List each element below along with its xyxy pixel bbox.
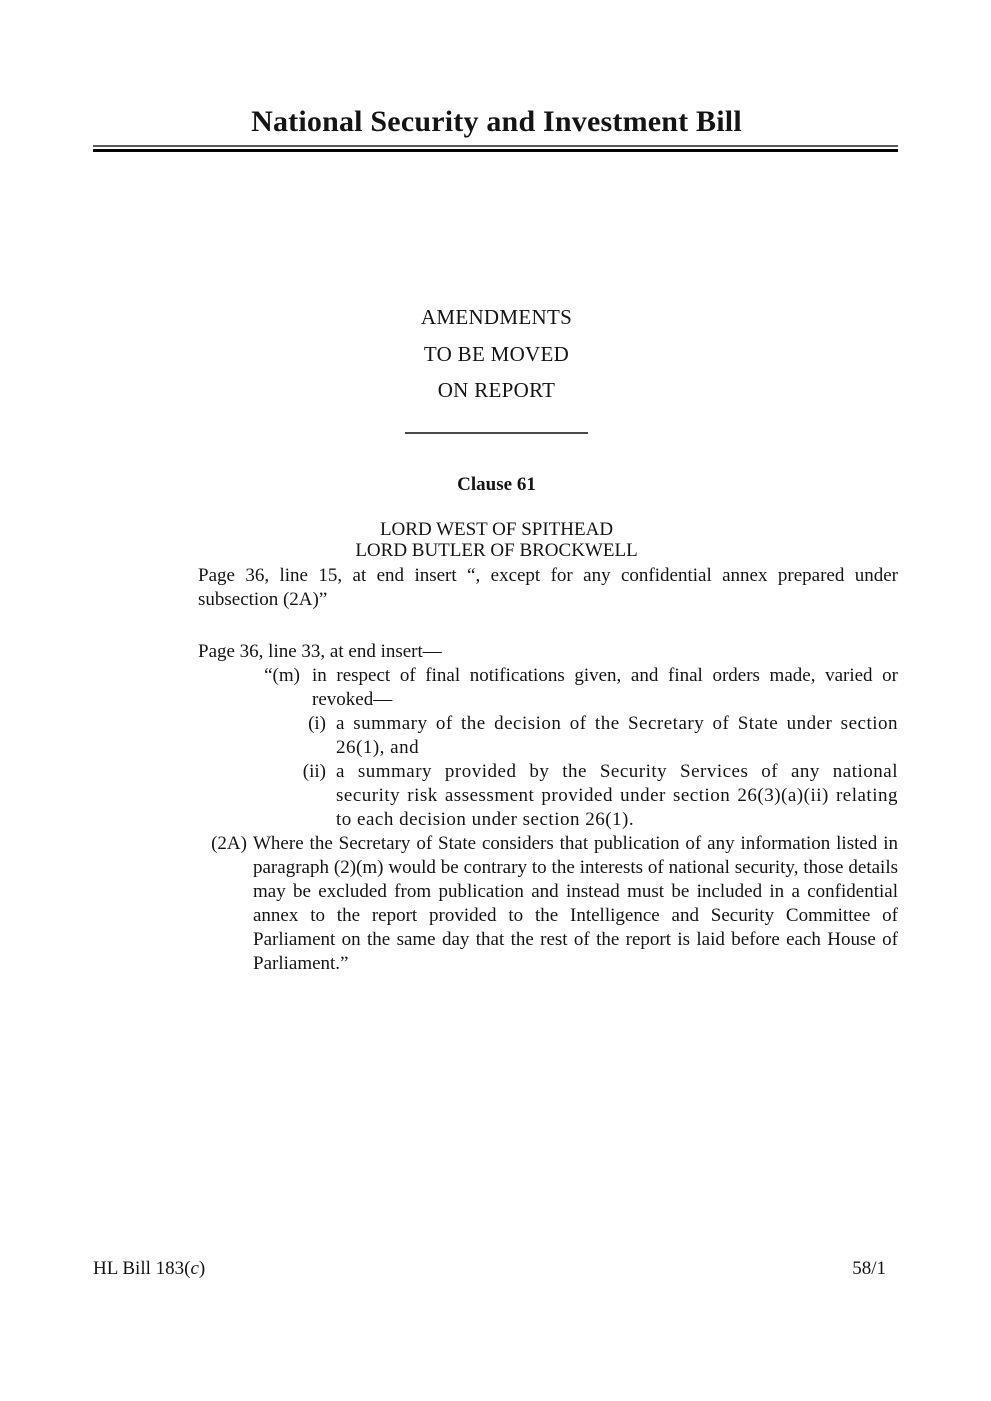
mover-name: LORD WEST OF SPITHEAD [379, 519, 614, 540]
rule-thick-line [93, 149, 898, 152]
amendment-paper-number: 58/1 [852, 1258, 886, 1279]
sub-paragraph-ii-label: (ii) [302, 761, 326, 782]
sub-paragraph-ii [302, 760, 898, 832]
paragraph-m-label: “(m) [264, 665, 300, 686]
amendments-body [198, 564, 898, 976]
clause-heading: Clause 61 [457, 474, 536, 495]
heading-to-be-moved: TO BE MOVED [423, 342, 570, 366]
bill-reference-italic-c: c [190, 1258, 199, 1279]
paragraph-m [264, 664, 898, 712]
page-title: National Security and Investment Bill [251, 105, 742, 138]
sub-paragraph-ii-text: a summary provided by the Security Services of any national security risk assessment provided under section 26(3)(a)(ii) relating to each decision under section 26(1). [336, 761, 898, 830]
bill-reference: HL Bill 183(c) [93, 1258, 206, 1279]
sub-paragraph-i-text: a summary of the decision of the Secretary of State under section 26(1), and [336, 713, 898, 758]
rule-thin-line [93, 145, 898, 147]
paragraph-2a-text: Where the Secretary of State considers that publication of any information listed in paragraph (2)(m) would be contrary to the interests of national security, those details may be excluded from publication and instead must be included in a confidential annex to the report provided to the Intelligence and Security Committee of Parliament on the same day that the rest of the report is laid before each House of Parliament.” [253, 833, 898, 974]
paragraph-2a [211, 832, 898, 976]
heading-on-report: ON REPORT [437, 378, 556, 402]
sub-paragraph-i-label: (i) [308, 713, 326, 734]
amendment-2-intro: Page 36, line 33, at end insert— [198, 641, 442, 662]
paragraph-m-text: in respect of final notifications given, and final orders made, varied or revoked— [312, 665, 898, 710]
page-footer [93, 1257, 886, 1281]
title-double-rule [93, 145, 898, 152]
paragraph-2a-label: (2A) [211, 833, 247, 854]
mover-name: LORD BUTLER OF BROCKWELL [355, 540, 638, 561]
heading-amendments: AMENDMENTS [420, 305, 573, 329]
sub-paragraph-i [308, 712, 898, 760]
amendment-1-text: Page 36, line 15, at end insert “, except for any confidential annex prepared under subsection (2A)” [198, 565, 898, 610]
section-divider-rule [95, 432, 898, 434]
